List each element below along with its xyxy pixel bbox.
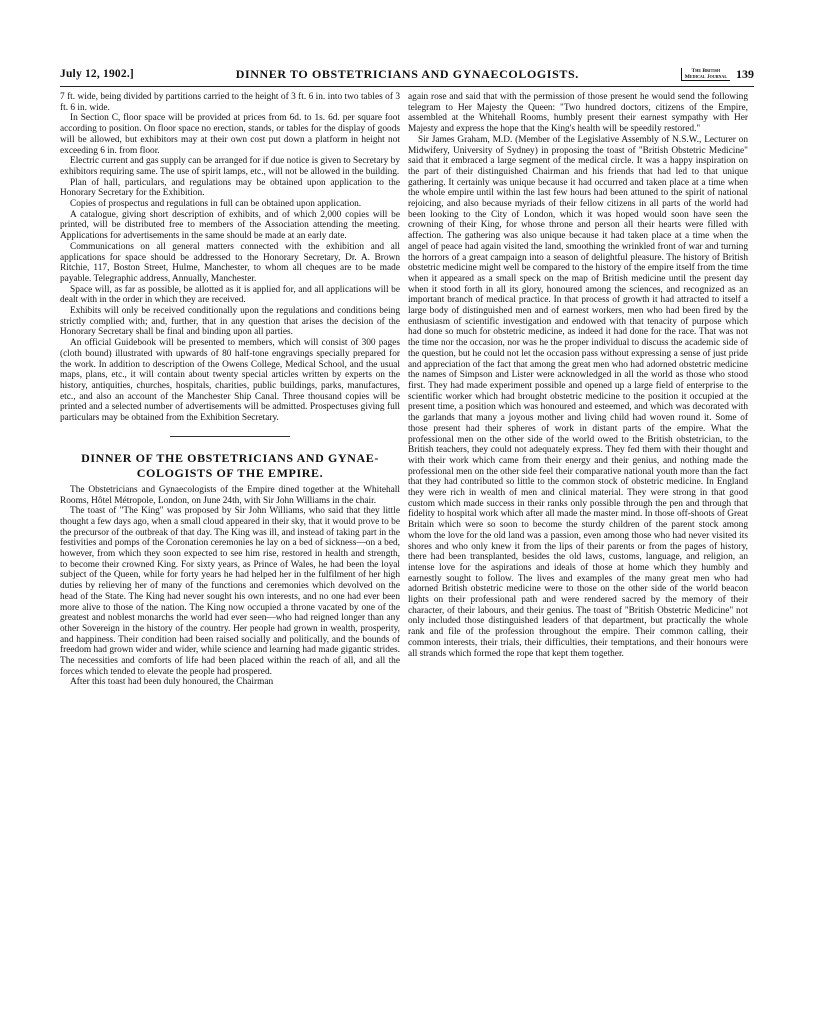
exhibition-paragraph: Copies of prospectus and regulations in full can be obtained upon application. bbox=[70, 199, 362, 210]
article-paragraph: The Obstetricians and Gynaecologists of the Empire dined together at the Whitehall Rooms, Hôtel Métropole, London, on June 24th, with Sir John Williams in the chair. bbox=[60, 484, 400, 506]
exhibition-paragraph: Communications on all general matters connected with the exhibition and all applications for space should be addressed to the Honorary Secretary, Dr. A. Brown Ritchie, 117, Boston Street, Hulme, Manchester, to whom all cheques are to be made payable. Telegraphic address, Annually, Manchester. bbox=[60, 241, 400, 284]
article-paragraph: The toast of "The King" was proposed by Sir John Williams, who said that they little thought a few days ago, when a small cloud appeared in their sky, that it would prove to be the precursor of the outbreak of that day. The King was ill, and instead of taking part in the festivities and pomps of the Coronation ceremonies he lay on a bed of sickness—on a bed, however, from which they soon expected to see him rise, restored in health and strength, to become their crowned King. For sixty years, as Prince of Wales, he had been the loyal subject of the Queen, while for forty years he had helped her in the fulfilment of her high duties by relieving her of many of the functions and ceremonies which devolved on the head of the State. The King had never sought his own interests, and no one had ever been more alive to those of the nation. The King now occupied a throne vacated by one of the greatest and noblest monarchs the world had ever seen—who had reigned longer than any other Sovereign in the history of the country. Her people had grown in wealth, prosperity, and happiness. Their condition had been raised socially and politically, and the bounds of freedom had grown wider and wider, while science and learning had made gigantic strides. The necessities and comforts of life had been placed within the reach of all, and all the forces which tended to elevate the people had prospered. bbox=[60, 506, 400, 677]
journal-masthead bbox=[681, 67, 754, 82]
exhibition-paragraph: Electric current and gas supply can be arranged for if due notice is given to Secretary by exhibitors requiring same. The use of spirit lamps, etc., will not be allowed in the building. bbox=[60, 156, 401, 177]
page-number: 139 bbox=[736, 66, 754, 81]
section-divider bbox=[170, 436, 290, 437]
issue-date: July 12, 1902.] bbox=[60, 68, 134, 80]
exhibition-paragraph: Space will, as far as possible, be allotted as it is applied for, and all applications will be dealt with in the order in which they are received. bbox=[60, 284, 400, 306]
right-column bbox=[408, 92, 748, 659]
article-paragraph: again rose and said that with the permission of those present he would send the following telegram to Her Majesty the Queen: "Two hundred doctors, citizens of the Empire, assembled at the Whitehall Rooms, humbly present their earnest sympathy with Her Majesty and express the hope that the King's health will be speedily restored." bbox=[408, 92, 748, 135]
journal-name-line1: The British bbox=[691, 67, 721, 74]
exhibition-paragraph: 7 ft. wide, being divided by partitions carried to the height of 3 ft. 6 in. into two tables of 3 ft. 6 in. wide. bbox=[60, 92, 400, 113]
article-paragraph: Sir James Graham, M.D. (Member of the Legislative Assembly of N.S.W., Lecturer on Midwifery, University of Sydney) in proposing the toast of "British Obstetric Medicine" said that it embraced a large segment of the medical circle. It was a happy inspiration on the part of their distinguished Chairman and his friends that had led to that unique gathering. It certainly was unique because it had occurred and taken place at a time when the whole empire until within the last few hours had been attuned to the spirit of national rejoicing, and also because myriads of their fellow citizens in all parts of the world had been looking to the City of London, which it was hoped would soon have seen the crowning of their King, for whose throne and person all their hearts were filled with affection. The gathering was also unique because it had taken place at a time when the angel of peace had again visited the land, smoothing the wrinkled front of war and turning the horrors of a great campaign into a season of delightful pleasure. The history of British obstetric medicine might well be compared to the history of the empire itself from the time when it appeared as a small speck on the map of British medicine until the present day when it stood forth in all its glory, honoured among the sciences, and recognized as an important branch of medical practice. In that process of growth it had attracted to itself a large body of distinguished men and of earnest workers, men who had been fired by the enthusiasm of scientific investigation and endowed with that tenacity of purpose which had done so much for obstetric medicine, as indeed it had done for the race. That was not the time nor the occasion, nor was he the proper individual to discuss the academic side of the question, but he could not let the occasion pass without expressing a sense of just pride and appreciation of the fact that among the great men who had adorned obstetric medicine the names of Simpson and Lister were acknowledged in all the world as those who stood first. They had made experiment possible and opened up a large field of enterprise to the scientific worker which had brought obstetric medicine to the position it occupied at the present time, a position which was honoured and esteemed, and which was decorated with the garlands that many a joyous mother and living child had woven round it. Some of those present had their spheres of work in distant parts of the empire. What the professional men on the other side of the world owed to the British obstetrician, to the British teachers, they could not adequately express. They fed them with their thought and with their work which came from their energy and their genius, and nothing made the professional men on the other side feel their comparative national youth more than the fact that they had contributed so little to the common stock of obstetric medicine. In England they were rich in wealth of men and clinical material. They were strong in that good custom which made success in their ranks only possible through the pen and through that fidelity to hospital work which after all made the master mind. In those off-shoots of Great Britain which were so soon to become the sturdy children of the parent stock among whom the love for the old land was a passion, even among those who had never visited its shores and who only knew it from the lips of their parents or from the pages of history, there had been transplanted, besides the old laws, customs, language, and religion, an intense love for the aspirations and ideals of those at home which they humbly and earnestly sought to follow. The lives and examples of the many great men who had adorned British obstetric medicine were to those on the other side of the world beacon lights on their professional path and were rendered sacred by the memory of their character, of their labours, and their genius. The toast of "British Obstetric Medicine" not only included those distinguished leaders of that department, but practically the whole rank and file of the profession throughout the empire. Their common calling, their common interests, their trials, their difficulties, their temptations, and their honours were all strands which formed the rope that kept them together. bbox=[408, 134, 748, 659]
exhibition-paragraph: In Section C, floor space will be provided at prices from 6d. to 1s. 6d. per square foot according to position. On floor space no erection, stands, or tables for the display of goods will be allowed, but exhibitors may at their own cost put down a platform in height not exceeding 6 in. from floor. bbox=[60, 113, 400, 156]
header-rule bbox=[60, 86, 754, 87]
exhibition-paragraph: An official Guidebook will be presented to members, which will consist of 300 pages (cloth bound) illustrated with upwards of 80 half-tone engravings specially prepared for the work. In addition to description of the Owens College, Medical School, and the usual maps, plans, etc., it will contain about twenty special articles written by experts on the history, antiquities, churches, hospitals, charities, public buildings, parks, manufactures, etc., and also an account of the Manchester Ship Canal. Three thousand copies will be printed and a selected number of advertisements will be admitted. Prospectuses giving full particulars may be obtained from the Exhibition Secretary. bbox=[60, 338, 400, 424]
running-header bbox=[60, 64, 754, 84]
exhibition-paragraph: Plan of hall, particulars, and regulations may be obtained upon application to the Honorary Secretary for the Exhibition. bbox=[60, 177, 400, 199]
exhibition-paragraph: Exhibits will only be received conditionally upon the regulations and conditions being strictly complied with; and, further, that in any question that arises the decision of the Honorary Secretary shall be final and binding upon all parties. bbox=[60, 306, 400, 338]
running-title: DINNER TO OBSTETRICIANS AND GYNAECOLOGISTS. bbox=[235, 66, 579, 81]
journal-name bbox=[681, 68, 730, 81]
left-column bbox=[60, 92, 400, 688]
exhibition-paragraph: A catalogue, giving short description of exhibits, and of which 2,000 copies will be printed, will be distributed free to members of the Association attending the meeting. Applications for advertisements in the same should be made at an early date. bbox=[60, 209, 400, 242]
article-paragraph: After this toast had been duly honoured, the Chairman bbox=[70, 677, 274, 688]
article-title bbox=[60, 451, 400, 481]
journal-name-line2: Medical Journal bbox=[684, 73, 727, 80]
article-title-line2: COLOGISTS OF THE EMPIRE. bbox=[136, 465, 324, 480]
article-title-line1: DINNER OF THE OBSTETRICIANS AND GYNAE- bbox=[81, 450, 379, 465]
